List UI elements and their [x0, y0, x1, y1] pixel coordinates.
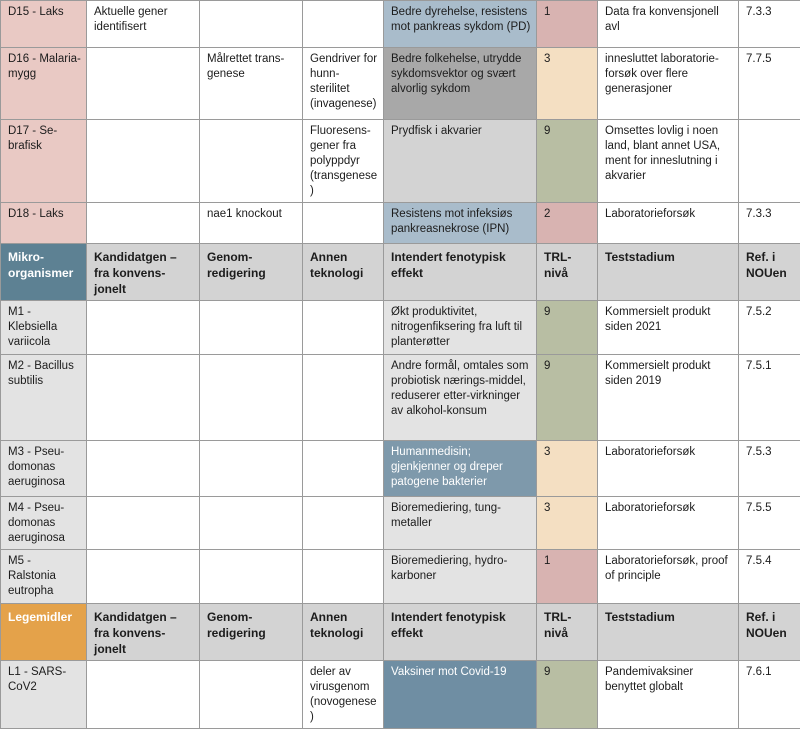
col-header-trl: TRL-nivå [537, 604, 598, 661]
cell-trl: 9 [537, 301, 598, 355]
cell-kandidat: Aktuelle gener identifisert [87, 1, 200, 48]
cell-effekt: Andre formål, omtales som probiotisk nærings-middel, reduserer etter-virkninger av alkohol-konsum [384, 355, 537, 441]
cell-trl: 9 [537, 120, 598, 203]
col-header-test: Teststadium [598, 244, 739, 301]
row-id: D17 - Se-brafisk [1, 120, 87, 203]
col-header-annen: Annen teknologi [303, 604, 384, 661]
cell-kandidat [87, 355, 200, 441]
cell-kandidat [87, 301, 200, 355]
col-header-genom: Genom-redigering [200, 604, 303, 661]
cell-test: Laboratorieforsøk [598, 203, 739, 244]
cell-genom [200, 661, 303, 729]
cell-ref: 7.5.2 [739, 301, 800, 355]
table-row [1, 120, 800, 203]
cell-test: innesluttet laboratorie-forsøk over flere generasjoner [598, 48, 739, 120]
cell-trl: 1 [537, 1, 598, 48]
col-header-kandidat: Kandidatgen – fra konvens-jonelt [87, 604, 200, 661]
row-id: M1 - Klebsiella variicola [1, 301, 87, 355]
cell-annen [303, 301, 384, 355]
table-row [1, 301, 800, 355]
cell-genom [200, 497, 303, 550]
cell-test: Laboratorieforsøk, proof of principle [598, 550, 739, 604]
cell-annen: Fluoresens-gener fra polyppdyr (transgenese) [303, 120, 384, 203]
col-header-trl: TRL-nivå [537, 244, 598, 301]
cell-trl: 3 [537, 441, 598, 497]
section-header-legemidler [1, 604, 800, 661]
cell-annen: deler av virusgenom (novogenese) [303, 661, 384, 729]
col-header-kandidat: Kandidatgen – fra konvens-jonelt [87, 244, 200, 301]
cell-kandidat [87, 48, 200, 120]
table-row [1, 48, 800, 120]
cell-test: Laboratorieforsøk [598, 441, 739, 497]
cell-genom [200, 441, 303, 497]
cell-trl: 1 [537, 550, 598, 604]
table-row [1, 550, 800, 604]
cell-ref: 7.5.4 [739, 550, 800, 604]
cell-genom: Målrettet trans-genese [200, 48, 303, 120]
cell-effekt: Vaksiner mot Covid-19 [384, 661, 537, 729]
cell-annen [303, 441, 384, 497]
cell-effekt: Humanmedisin; gjenkjenner og dreper patogene bakterier [384, 441, 537, 497]
section-header-mikroorganismer [1, 244, 800, 301]
row-id: M5 - Ralstonia eutropha [1, 550, 87, 604]
cell-annen [303, 355, 384, 441]
cell-trl: 9 [537, 661, 598, 729]
table-row [1, 355, 800, 441]
category-label: Mikro-organismer [1, 244, 87, 301]
cell-test: Data fra konvensjonell avl [598, 1, 739, 48]
cell-kandidat [87, 120, 200, 203]
cell-test: Kommersielt produkt siden 2019 [598, 355, 739, 441]
cell-annen: Gendriver for hunn-sterilitet (invagenese) [303, 48, 384, 120]
cell-ref: 7.5.5 [739, 497, 800, 550]
cell-ref: 7.6.1 [739, 661, 800, 729]
cell-trl: 9 [537, 355, 598, 441]
cell-annen [303, 550, 384, 604]
cell-genom: nae1 knockout [200, 203, 303, 244]
row-id: D18 - Laks [1, 203, 87, 244]
table-row [1, 661, 800, 729]
col-header-test: Teststadium [598, 604, 739, 661]
cell-effekt: Resistens mot infeksiøs pankreasnekrose (IPN) [384, 203, 537, 244]
cell-annen [303, 497, 384, 550]
cell-effekt: Bedre folkehelse, utrydde sykdomsvektor og svært alvorlig sykdom [384, 48, 537, 120]
cell-ref: 7.5.1 [739, 355, 800, 441]
cell-ref: 7.5.3 [739, 441, 800, 497]
cell-ref: 7.3.3 [739, 1, 800, 48]
cell-test: Kommersielt produkt siden 2021 [598, 301, 739, 355]
table-row [1, 203, 800, 244]
table-row [1, 441, 800, 497]
cell-ref [739, 120, 800, 203]
table-row [1, 497, 800, 550]
cell-effekt: Bioremediering, hydro-karboner [384, 550, 537, 604]
cell-kandidat [87, 497, 200, 550]
cell-effekt: Prydfisk i akvarier [384, 120, 537, 203]
cell-effekt: Bedre dyrehelse, resistens mot pankreas sykdom (PD) [384, 1, 537, 48]
row-id: D16 - Malaria-mygg [1, 48, 87, 120]
cell-ref: 7.3.3 [739, 203, 800, 244]
cell-effekt: Bioremediering, tung-metaller [384, 497, 537, 550]
col-header-genom: Genom-redigering [200, 244, 303, 301]
row-id: D15 - Laks [1, 1, 87, 48]
cell-kandidat [87, 203, 200, 244]
col-header-annen: Annen teknologi [303, 244, 384, 301]
cell-genom [200, 550, 303, 604]
cell-annen [303, 203, 384, 244]
cell-kandidat [87, 550, 200, 604]
cell-genom [200, 120, 303, 203]
cell-trl: 2 [537, 203, 598, 244]
cell-test: Omsettes lovlig i noen land, blant annet USA, ment for inneslutning i akvarier [598, 120, 739, 203]
col-header-ref: Ref. i NOUen [739, 244, 800, 301]
cell-test: Laboratorieforsøk [598, 497, 739, 550]
col-header-ref: Ref. i NOUen [739, 604, 800, 661]
category-label: Legemidler [1, 604, 87, 661]
row-id: M2 - Bacillus subtilis [1, 355, 87, 441]
cell-genom [200, 301, 303, 355]
cell-kandidat [87, 441, 200, 497]
cell-genom [200, 355, 303, 441]
cell-genom [200, 1, 303, 48]
cell-kandidat [87, 661, 200, 729]
table-row [1, 1, 800, 48]
col-header-effekt: Intendert fenotypisk effekt [384, 604, 537, 661]
cell-annen [303, 1, 384, 48]
cell-trl: 3 [537, 497, 598, 550]
cell-ref: 7.7.5 [739, 48, 800, 120]
cell-effekt: Økt produktivitet, nitrogenfiksering fra luft til planterøtter [384, 301, 537, 355]
row-id: M4 - Pseu-domonas aeruginosa [1, 497, 87, 550]
col-header-effekt: Intendert fenotypisk effekt [384, 244, 537, 301]
cell-test: Pandemivaksiner benyttet globalt [598, 661, 739, 729]
row-id: L1 - SARS-CoV2 [1, 661, 87, 729]
cell-trl: 3 [537, 48, 598, 120]
row-id: M3 - Pseu-domonas aeruginosa [1, 441, 87, 497]
